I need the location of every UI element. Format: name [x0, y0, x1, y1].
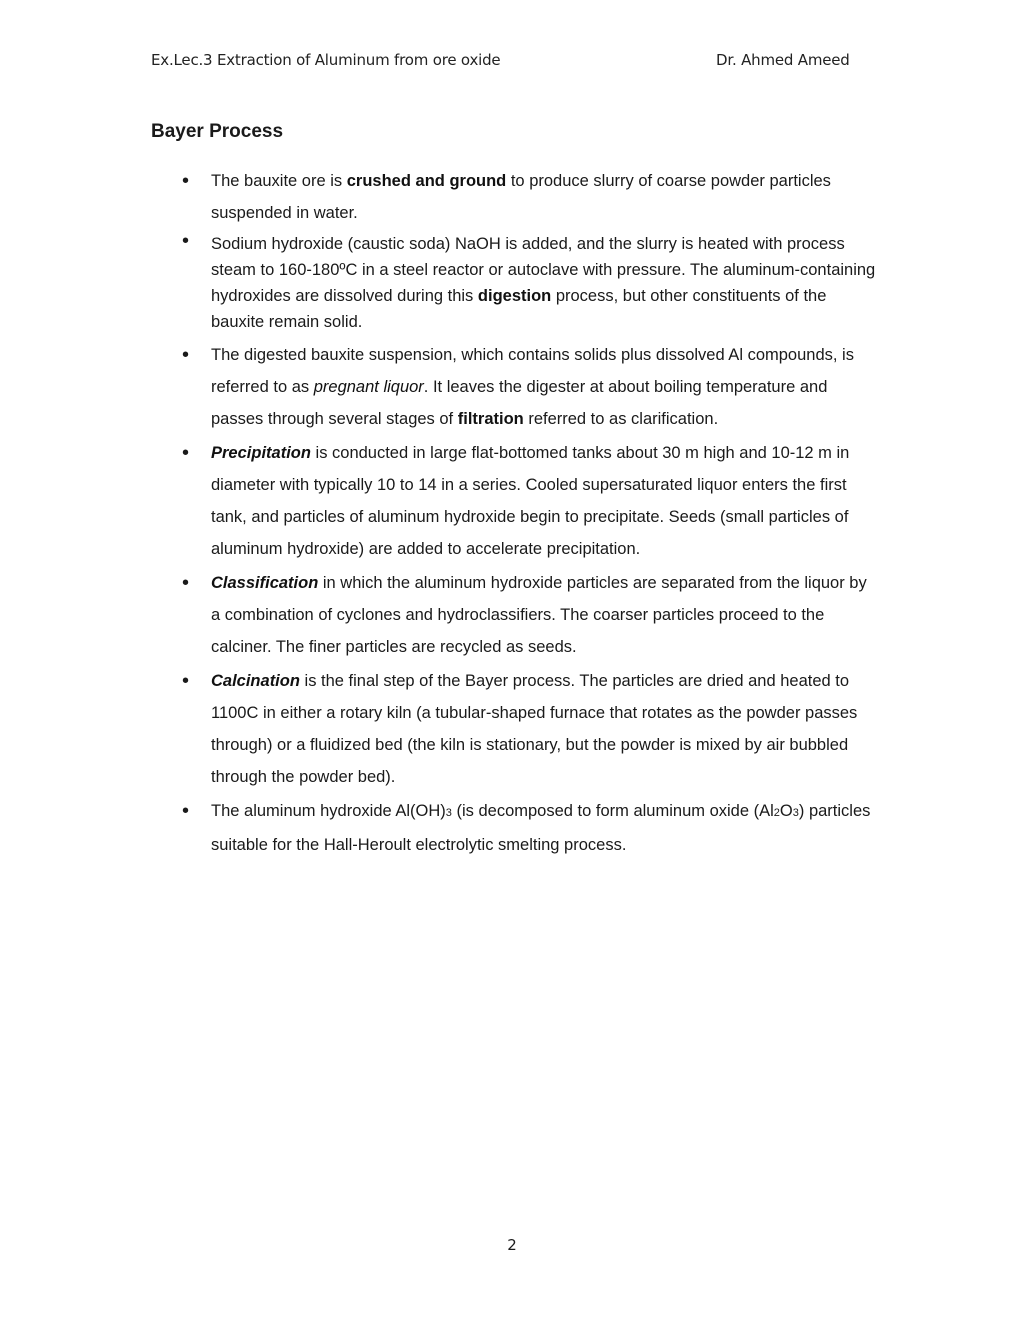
- header-author: Dr. Ahmed Ameed: [716, 51, 850, 69]
- list-item: • Classification in which the aluminum hydroxide particles are separated from the liquor by a combination of cyclones and hydroclassifiers. The coarser particles proceed to the calciner. The finer particles are recycled as seeds.: [178, 567, 878, 663]
- list-item: • The aluminum hydroxide Al(OH)3 (is decomposed to form aluminum oxide (Al2O3) particles suitable for the Hall-Heroult electrolytic smelting process.: [178, 795, 878, 861]
- section-title: Bayer Process: [151, 121, 284, 142]
- header-title: Ex.Lec.3 Extraction of Aluminum from ore oxide: [151, 51, 501, 69]
- page-number: 2: [507, 1236, 517, 1254]
- list-item: • The bauxite ore is crushed and ground to produce slurry of coarse powder particles suspended in water.: [178, 165, 878, 229]
- list-item: • Precipitation is conducted in large flat-bottomed tanks about 30 m high and 10-12 m in diameter with typically 10 to 14 in a series. Cooled supersaturated liquor enters the first tank, and particles of aluminum hydroxide begin to precipitate. Seeds (small particles of aluminum hydroxide) are added to accelerate precipitation.: [178, 437, 878, 565]
- bullet-list: [178, 165, 878, 863]
- list-item: • Calcination is the final step of the Bayer process. The particles are dried and heated to 1100C in either a rotary kiln (a tubular-shaped furnace that rotates as the powder passes through) or a fluidized bed (the kiln is stationary, but the powder is mixed by air bubbled through the powder bed).: [178, 665, 878, 793]
- list-item: • Sodium hydroxide (caustic soda) NaOH is added, and the slurry is heated with process steam to 160-180ºC in a steel reactor or autoclave with pressure. The aluminum-containing hydroxides are dissolved during this digestion process, but other constituents of the bauxite remain solid.: [178, 231, 878, 335]
- list-item: • The digested bauxite suspension, which contains solids plus dissolved Al compounds, is referred to as pregnant liquor. It leaves the digester at about boiling temperature and passes through several stages of filtration referred to as clarification.: [178, 339, 878, 435]
